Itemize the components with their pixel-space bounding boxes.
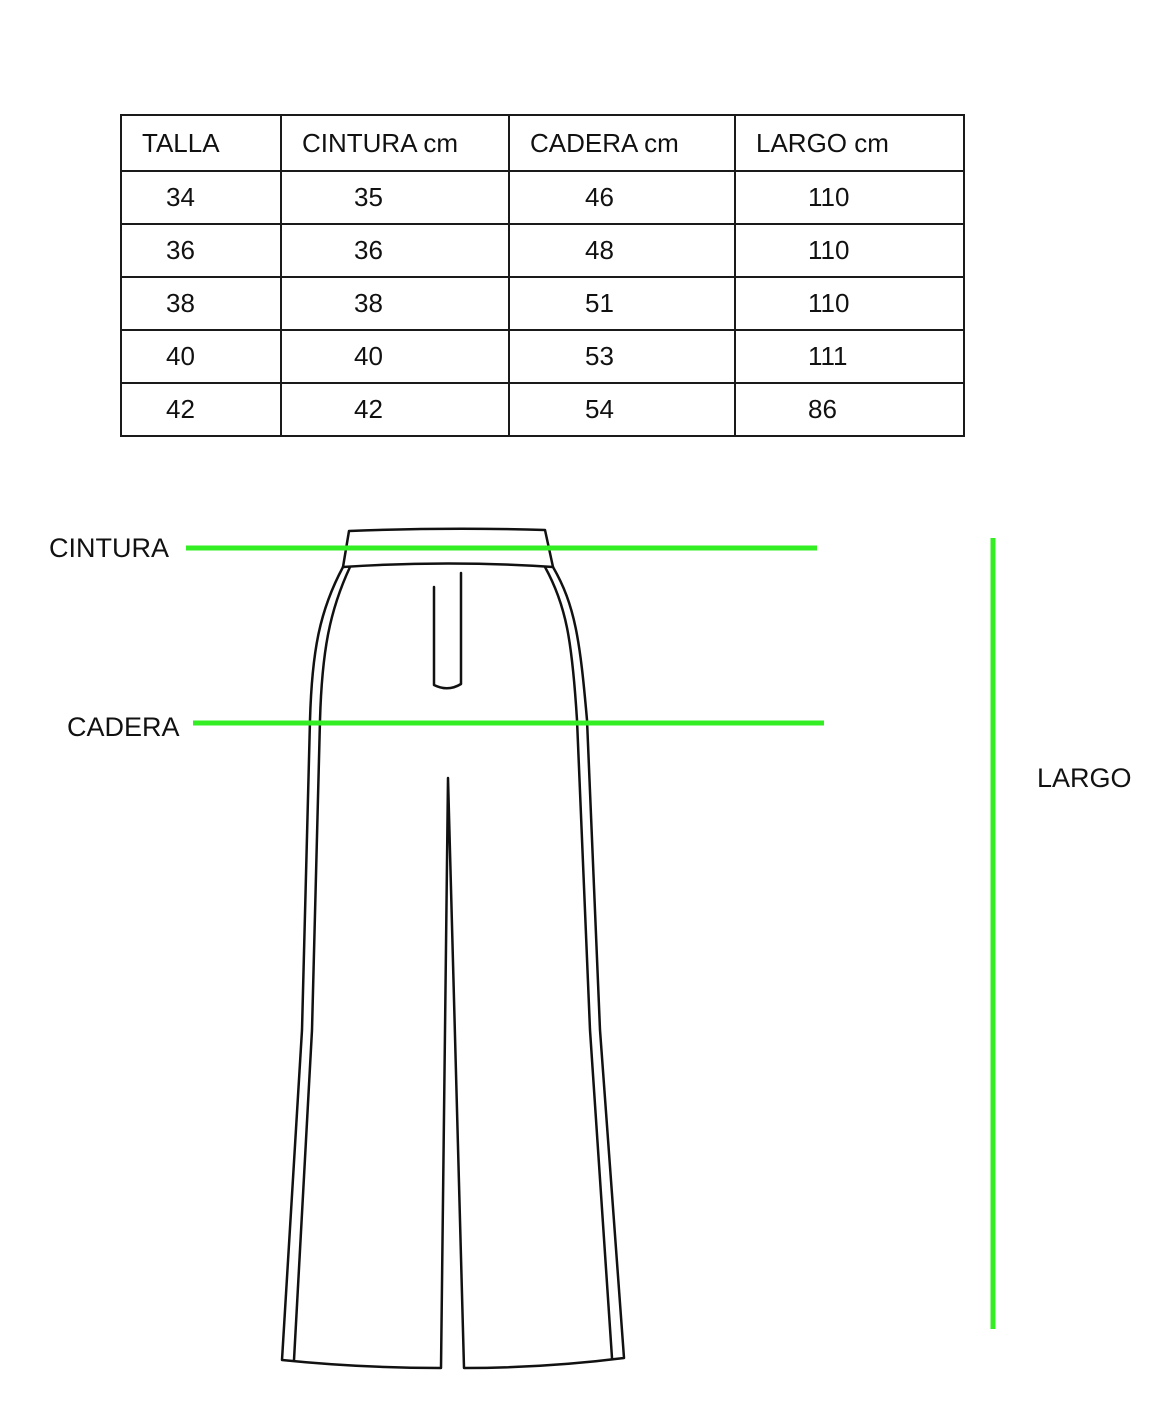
right-side-stripe bbox=[545, 567, 612, 1358]
cell-largo: 110 bbox=[735, 277, 964, 330]
cell-cintura: 40 bbox=[281, 330, 509, 383]
cell-cintura: 35 bbox=[281, 171, 509, 224]
cell-largo: 86 bbox=[735, 383, 964, 436]
pants-outline-icon bbox=[282, 529, 624, 1368]
cell-talla: 34 bbox=[121, 171, 281, 224]
cell-cadera: 46 bbox=[509, 171, 735, 224]
cell-cadera: 51 bbox=[509, 277, 735, 330]
header-largo: LARGO cm bbox=[735, 115, 964, 171]
cadera-label: CADERA bbox=[67, 712, 180, 742]
cell-cadera: 54 bbox=[509, 383, 735, 436]
left-side-stripe bbox=[294, 567, 350, 1360]
cell-cadera: 48 bbox=[509, 224, 735, 277]
cell-talla: 38 bbox=[121, 277, 281, 330]
header-cintura: CINTURA cm bbox=[281, 115, 509, 171]
cell-largo: 110 bbox=[735, 224, 964, 277]
header-cadera: CADERA cm bbox=[509, 115, 735, 171]
cintura-label: CINTURA bbox=[49, 533, 169, 563]
cell-cintura: 36 bbox=[281, 224, 509, 277]
cell-cadera: 53 bbox=[509, 330, 735, 383]
cell-talla: 36 bbox=[121, 224, 281, 277]
largo-label: LARGO bbox=[1037, 763, 1132, 793]
cell-largo: 110 bbox=[735, 171, 964, 224]
cell-cintura: 38 bbox=[281, 277, 509, 330]
cell-largo: 111 bbox=[735, 330, 964, 383]
measurement-lines bbox=[186, 538, 993, 1329]
front-fly bbox=[434, 573, 461, 688]
header-talla: TALLA bbox=[121, 115, 281, 171]
cell-talla: 40 bbox=[121, 330, 281, 383]
cell-cintura: 42 bbox=[281, 383, 509, 436]
cell-talla: 42 bbox=[121, 383, 281, 436]
